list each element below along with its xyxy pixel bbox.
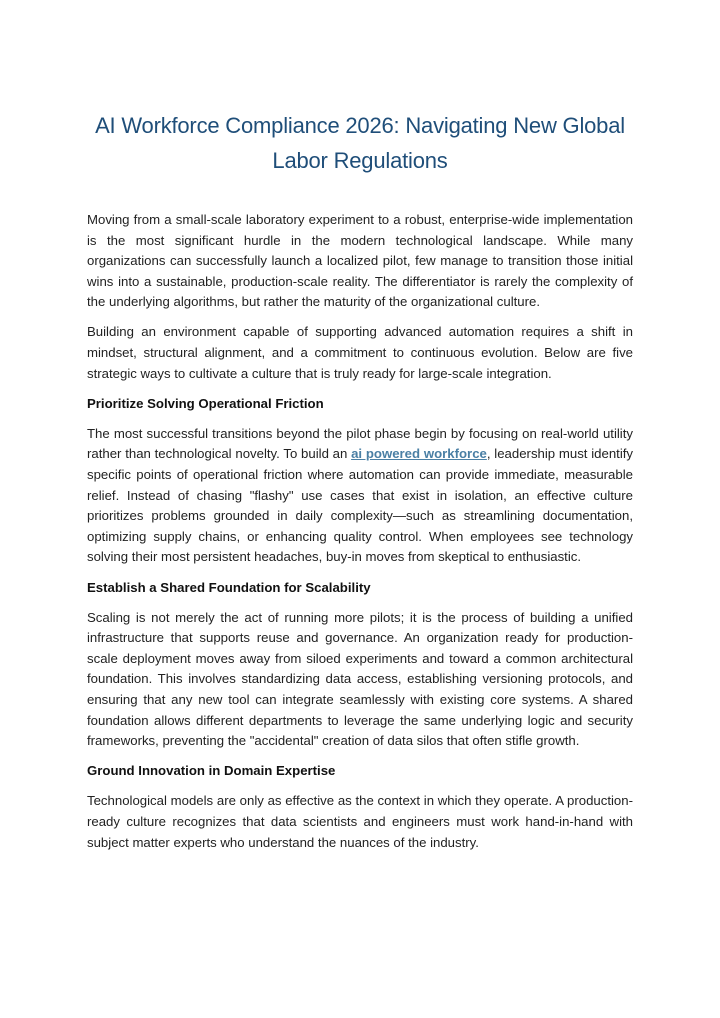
paragraph-text-before-link: The most successful transitions beyond the pilot phase begin by focusing on real-world utility rather than technological novelty. To build an <box>87 425 633 462</box>
intro-paragraph-2: Building an environment capable of supporting advanced automation requires a shift in mindset, structural alignment, and a commitment to continuous evolution. Below are five strategic ways to cultivate a culture that is truly ready for large-scale integration. <box>87 324 633 381</box>
page-title: AI Workforce Compliance 2026: Navigating New Global Labor Regulations <box>95 113 625 173</box>
intro-paragraph-1: Moving from a small-scale laboratory experiment to a robust, enterprise-wide implementation is the most significant hurdle in the modern technological landscape. While many organizations can successfully launch a localized pilot, few manage to transition those initial wins into a sustainable, production-scale reality. The differentiator is rarely the complexity of the underlying algorithms, but rather the maturity of the organizational culture. <box>87 212 633 310</box>
section-paragraph-operational-friction <box>87 424 633 568</box>
section-heading-domain-expertise: Ground Innovation in Domain Expertise <box>87 763 336 779</box>
section-heading-operational-friction: Prioritize Solving Operational Friction <box>87 395 324 411</box>
section-paragraph-domain-expertise: Technological models are only as effective as the context in which they operate. A production-ready culture recognizes that data scientists and engineers must work hand-in-hand with subject matter experts who understand the nuances of the industry. <box>87 793 633 850</box>
ai-powered-workforce-link[interactable]: ai powered workforce <box>351 446 487 462</box>
paragraph-text-after-link: , leadership must identify specific points of operational friction where automation can provide immediate, measurable relief. Instead of chasing "flashy" use cases that exist in isolation, an effective culture prioritizes problems grounded in daily complexity—such as streamlining documentation, optimizing supply chains, or enhancing quality control. When employees see technology solving their most persistent headaches, buy-in moves from skeptical to enthusiastic. <box>87 446 634 565</box>
section-paragraph-shared-foundation: Scaling is not merely the act of running more pilots; it is the process of building a unified infrastructure that supports reuse and governance. An organization ready for production-scale deployment moves away from siloed experiments and toward a common architectural foundation. This involves standardizing data access, establishing versioning protocols, and ensuring that any new tool can integrate seamlessly with existing core systems. A shared foundation allows different departments to leverage the same underlying logic and security frameworks, preventing the "accidental" creation of data silos that often stifle growth. <box>87 609 633 749</box>
section-heading-shared-foundation: Establish a Shared Foundation for Scalability <box>87 579 371 595</box>
document-body <box>87 210 633 863</box>
